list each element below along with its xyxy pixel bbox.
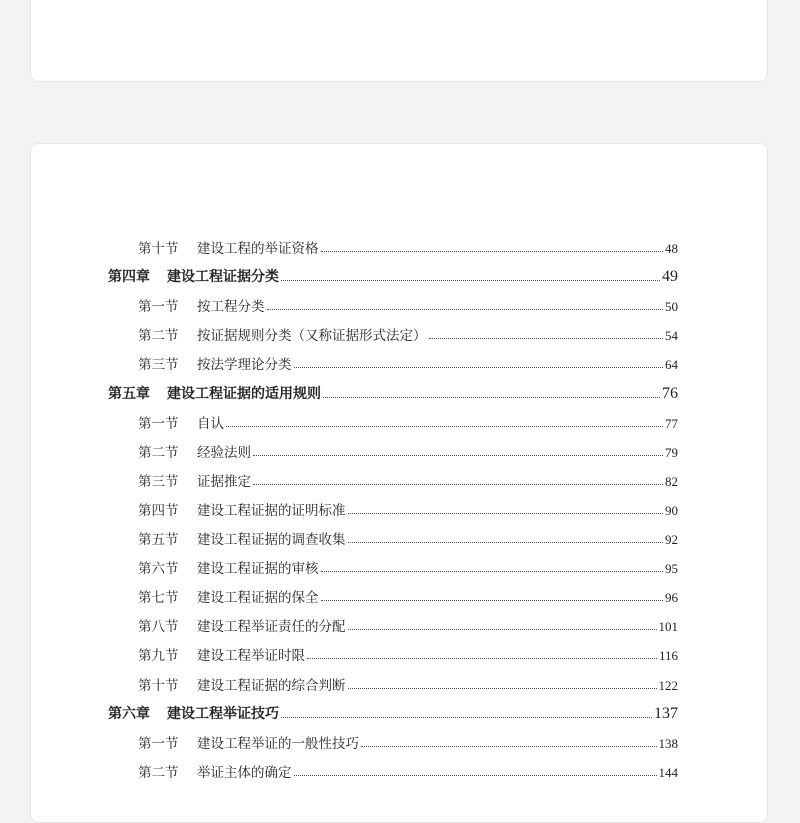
dot-leader (348, 688, 657, 689)
toc-entry-page: 48 (665, 241, 678, 257)
toc-entry-number: 第一节 (138, 735, 179, 752)
previous-page-card (30, 0, 768, 82)
toc-entry-title: 按证据规则分类（又称证据形式法定） (197, 328, 427, 345)
toc-entry-number: 第四章 (108, 269, 150, 286)
dot-leader (348, 542, 664, 543)
toc-entry-number: 第二节 (138, 328, 179, 345)
toc-entry-title: 建设工程证据分类 (167, 269, 279, 286)
toc-entry-number: 第六节 (138, 561, 179, 578)
toc-entry-number: 第十节 (138, 677, 179, 694)
toc-section-row[interactable] (108, 752, 678, 781)
dot-leader (361, 746, 657, 747)
dot-leader (348, 629, 657, 630)
toc-entry-title: 建设工程的举证资格 (197, 241, 319, 258)
toc-entry-page: 95 (665, 561, 678, 577)
toc-entry-title: 建设工程举证技巧 (167, 705, 279, 722)
toc-entry-page: 50 (665, 299, 678, 315)
toc-section-row[interactable] (108, 723, 678, 752)
dot-leader (348, 513, 664, 514)
toc-entry-page: 101 (658, 619, 678, 635)
dot-leader (429, 338, 664, 339)
toc-entry-page: 82 (665, 473, 678, 489)
toc-section-row[interactable] (108, 577, 678, 606)
toc-entry-title: 经验法则 (197, 444, 251, 461)
table-of-contents (108, 228, 678, 781)
toc-entry-number: 第二节 (138, 444, 179, 461)
toc-entry-page: 138 (658, 735, 678, 751)
toc-entry-title: 建设工程证据的适用规则 (167, 385, 321, 402)
toc-entry-page: 90 (665, 502, 678, 518)
toc-entry-page: 122 (658, 677, 678, 693)
toc-entry-title: 按法学理论分类 (197, 357, 292, 374)
toc-entry-page: 92 (665, 532, 678, 548)
toc-section-row[interactable] (108, 228, 678, 257)
toc-entry-title: 按工程分类 (197, 299, 265, 316)
toc-section-row[interactable] (108, 548, 678, 577)
toc-entry-title: 建设工程证据的审核 (197, 561, 319, 578)
toc-entry-page: 49 (662, 268, 678, 286)
toc-entry-number: 第八节 (138, 619, 179, 636)
toc-chapter-row[interactable] (108, 257, 678, 286)
toc-entry-number: 第七节 (138, 590, 179, 607)
toc-entry-number: 第十节 (138, 241, 179, 258)
toc-entry-title: 建设工程证据的调查收集 (197, 532, 346, 549)
toc-section-row[interactable] (108, 315, 678, 344)
toc-entry-page: 79 (665, 444, 678, 460)
toc-chapter-row[interactable] (108, 694, 678, 723)
dot-leader (294, 367, 664, 368)
toc-entry-title: 建设工程证据的证明标准 (197, 502, 346, 519)
toc-entry-page: 64 (665, 357, 678, 373)
dot-leader (323, 397, 660, 398)
toc-entry-number: 第九节 (138, 648, 179, 665)
toc-section-row[interactable] (108, 519, 678, 548)
toc-entry-number: 第五章 (108, 385, 150, 402)
toc-entry-page: 77 (665, 415, 678, 431)
dot-leader (321, 251, 664, 252)
toc-entry-title: 建设工程举证的一般性技巧 (197, 735, 359, 752)
toc-entry-number: 第二节 (138, 764, 179, 781)
toc-entry-number: 第五节 (138, 532, 179, 549)
toc-section-row[interactable] (108, 461, 678, 490)
dot-leader (307, 658, 657, 659)
toc-section-row[interactable] (108, 490, 678, 519)
toc-entry-page: 116 (658, 648, 678, 664)
toc-entry-page: 96 (665, 590, 678, 606)
toc-entry-number: 第一节 (138, 415, 179, 432)
toc-entry-title: 建设工程证据的综合判断 (197, 677, 346, 694)
toc-section-row[interactable] (108, 606, 678, 635)
toc-section-row[interactable] (108, 286, 678, 315)
dot-leader (281, 280, 660, 281)
toc-chapter-row[interactable] (108, 373, 678, 402)
dot-leader (321, 600, 664, 601)
dot-leader (281, 717, 652, 718)
toc-entry-title: 举证主体的确定 (197, 764, 292, 781)
toc-section-row[interactable] (108, 344, 678, 373)
dot-leader (294, 775, 657, 776)
toc-entry-number: 第三节 (138, 357, 179, 374)
toc-entry-number: 第三节 (138, 473, 179, 490)
dot-leader (267, 309, 664, 310)
toc-entry-page: 54 (665, 328, 678, 344)
dot-leader (253, 484, 663, 485)
toc-section-row[interactable] (108, 635, 678, 664)
toc-section-row[interactable] (108, 403, 678, 432)
toc-entry-title: 建设工程证据的保全 (197, 590, 319, 607)
toc-entry-number: 第六章 (108, 705, 150, 722)
dot-leader (226, 426, 663, 427)
toc-entry-title: 证据推定 (197, 473, 251, 490)
toc-entry-page: 137 (654, 704, 678, 722)
toc-entry-page: 144 (658, 764, 678, 780)
toc-entry-number: 第四节 (138, 502, 179, 519)
dot-leader (253, 455, 663, 456)
toc-entry-number: 第一节 (138, 299, 179, 316)
toc-entry-page: 76 (662, 384, 678, 402)
dot-leader (321, 571, 664, 572)
toc-entry-title: 建设工程举证时限 (197, 648, 305, 665)
toc-section-row[interactable] (108, 664, 678, 693)
toc-entry-title: 建设工程举证责任的分配 (197, 619, 346, 636)
toc-section-row[interactable] (108, 432, 678, 461)
toc-entry-title: 自认 (197, 415, 224, 432)
